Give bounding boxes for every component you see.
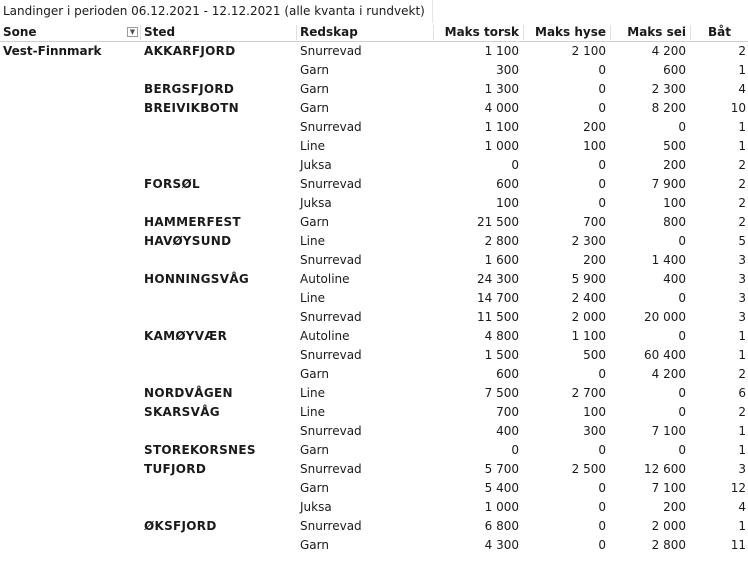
header-divider	[523, 25, 524, 40]
cell-maks-hyse: 0	[598, 82, 606, 96]
cell-maks-hyse: 0	[598, 177, 606, 191]
header-divider	[433, 25, 434, 40]
cell-maks-hyse: 0	[598, 538, 606, 552]
cell-maks-sei: 0	[678, 405, 686, 419]
cell-maks-hyse: 1 100	[571, 329, 606, 343]
cell-bat: 2	[738, 196, 746, 210]
cell-maks-hyse: 0	[598, 367, 606, 381]
cell-maks-torsk: 5 700	[484, 462, 519, 476]
cell-bat: 1	[738, 424, 746, 438]
cell-maks-sei: 2 300	[651, 82, 686, 96]
cell-bat: 2	[738, 405, 746, 419]
cell-sted: HAMMERFEST	[144, 215, 241, 229]
cell-maks-sei: 600	[663, 63, 686, 77]
cell-redskap: Juksa	[300, 158, 332, 172]
cell-redskap: Garn	[300, 443, 329, 457]
cell-bat: 1	[738, 519, 746, 533]
cell-maks-hyse: 0	[598, 63, 606, 77]
header-divider	[690, 25, 691, 40]
cell-maks-sei: 7 900	[651, 177, 686, 191]
header-bat[interactable]: Båt	[708, 25, 731, 39]
table-row	[0, 156, 748, 175]
cell-maks-torsk: 600	[496, 367, 519, 381]
header-maks-torsk[interactable]: Maks torsk	[444, 25, 519, 39]
cell-maks-hyse: 0	[598, 158, 606, 172]
cell-maks-hyse: 0	[598, 443, 606, 457]
cell-maks-torsk: 2 800	[484, 234, 519, 248]
title-divider	[432, 0, 433, 23]
table-row	[0, 365, 748, 384]
header-maks-sei[interactable]: Maks sei	[627, 25, 686, 39]
cell-maks-torsk: 4 000	[484, 101, 519, 115]
cell-maks-hyse: 0	[598, 519, 606, 533]
cell-bat: 1	[738, 120, 746, 134]
table-row	[0, 42, 748, 61]
cell-maks-sei: 1 400	[651, 253, 686, 267]
cell-maks-hyse: 700	[583, 215, 606, 229]
cell-maks-torsk: 1 100	[484, 44, 519, 58]
cell-maks-torsk: 7 500	[484, 386, 519, 400]
cell-bat: 1	[738, 348, 746, 362]
cell-redskap: Garn	[300, 367, 329, 381]
table-row	[0, 308, 748, 327]
cell-redskap: Garn	[300, 215, 329, 229]
cell-maks-sei: 200	[663, 500, 686, 514]
cell-bat: 2	[738, 177, 746, 191]
cell-maks-torsk: 21 500	[477, 215, 519, 229]
cell-redskap: Autoline	[300, 329, 350, 343]
cell-bat: 3	[738, 253, 746, 267]
cell-bat: 1	[738, 63, 746, 77]
cell-maks-sei: 4 200	[651, 44, 686, 58]
cell-maks-torsk: 100	[496, 196, 519, 210]
cell-maks-torsk: 1 300	[484, 82, 519, 96]
filter-icon[interactable]: ▼	[127, 27, 138, 37]
table-row	[0, 327, 748, 346]
cell-maks-hyse: 2 100	[571, 44, 606, 58]
cell-bat: 12	[730, 481, 746, 495]
cell-redskap: Garn	[300, 481, 329, 495]
cell-maks-sei: 2 000	[651, 519, 686, 533]
cell-maks-sei: 0	[678, 120, 686, 134]
cell-maks-hyse: 0	[598, 481, 606, 495]
table-row	[0, 289, 748, 308]
cell-sted: SKARSVÅG	[144, 405, 220, 419]
cell-redskap: Snurrevad	[300, 44, 362, 58]
cell-maks-hyse: 200	[583, 120, 606, 134]
cell-maks-torsk: 1 500	[484, 348, 519, 362]
cell-maks-hyse: 5 900	[571, 272, 606, 286]
cell-bat: 1	[738, 329, 746, 343]
table-row	[0, 99, 748, 118]
cell-bat: 1	[738, 139, 746, 153]
cell-maks-torsk: 5 400	[484, 481, 519, 495]
cell-maks-torsk: 600	[496, 177, 519, 191]
cell-redskap: Line	[300, 139, 326, 153]
cell-maks-sei: 0	[678, 329, 686, 343]
cell-maks-torsk: 1 600	[484, 253, 519, 267]
cell-maks-torsk: 300	[496, 63, 519, 77]
cell-maks-torsk: 1 000	[484, 500, 519, 514]
cell-redskap: Juksa	[300, 500, 332, 514]
cell-redskap: Snurrevad	[300, 462, 362, 476]
cell-sted: KAMØYVÆR	[144, 329, 228, 343]
cell-maks-sei: 500	[663, 139, 686, 153]
table-body	[0, 42, 748, 555]
cell-sted: BERGSFJORD	[144, 82, 235, 96]
report-title: Landinger i perioden 06.12.2021 - 12.12.2021 (alle kvanta i rundvekt)	[3, 4, 425, 18]
cell-redskap: Snurrevad	[300, 177, 362, 191]
cell-sted: FORSØL	[144, 177, 200, 191]
cell-bat: 4	[738, 82, 746, 96]
cell-maks-sei: 20 000	[644, 310, 686, 324]
header-sted[interactable]: Sted	[144, 25, 176, 39]
cell-maks-sei: 0	[678, 443, 686, 457]
cell-redskap: Garn	[300, 101, 329, 115]
header-divider	[140, 25, 141, 40]
cell-redskap: Line	[300, 405, 326, 419]
cell-maks-sei: 7 100	[651, 424, 686, 438]
cell-maks-torsk: 0	[511, 443, 519, 457]
cell-bat: 2	[738, 158, 746, 172]
cell-maks-torsk: 1 000	[484, 139, 519, 153]
table-row	[0, 213, 748, 232]
cell-bat: 2	[738, 367, 746, 381]
header-divider	[296, 25, 297, 40]
cell-maks-hyse: 2 700	[571, 386, 606, 400]
table-row	[0, 403, 748, 422]
cell-maks-sei: 0	[678, 234, 686, 248]
cell-maks-hyse: 500	[583, 348, 606, 362]
cell-maks-hyse: 0	[598, 196, 606, 210]
cell-bat: 3	[738, 462, 746, 476]
table-row	[0, 498, 748, 517]
cell-maks-sei: 800	[663, 215, 686, 229]
cell-redskap: Garn	[300, 63, 329, 77]
table-row	[0, 270, 748, 289]
cell-maks-sei: 12 600	[644, 462, 686, 476]
cell-bat: 2	[738, 215, 746, 229]
cell-maks-sei: 2 800	[651, 538, 686, 552]
cell-maks-sei: 400	[663, 272, 686, 286]
table-row	[0, 194, 748, 213]
cell-maks-hyse: 2 400	[571, 291, 606, 305]
cell-maks-torsk: 6 800	[484, 519, 519, 533]
cell-sone: Vest-Finnmark	[3, 44, 102, 58]
cell-redskap: Garn	[300, 82, 329, 96]
cell-bat: 2	[738, 44, 746, 58]
header-redskap[interactable]: Redskap	[300, 25, 358, 39]
cell-sted: STOREKORSNES	[144, 443, 256, 457]
cell-bat: 5	[738, 234, 746, 248]
cell-sted: BREIVIKBOTN	[144, 101, 239, 115]
cell-redskap: Garn	[300, 538, 329, 552]
header-maks-hyse[interactable]: Maks hyse	[535, 25, 606, 39]
cell-maks-torsk: 700	[496, 405, 519, 419]
cell-redskap: Line	[300, 234, 326, 248]
table-row	[0, 536, 748, 555]
cell-sted: HAVØYSUND	[144, 234, 232, 248]
cell-redskap: Juksa	[300, 196, 332, 210]
table-row	[0, 118, 748, 137]
cell-redskap: Snurrevad	[300, 348, 362, 362]
cell-maks-sei: 100	[663, 196, 686, 210]
table-row	[0, 517, 748, 536]
table-row	[0, 479, 748, 498]
cell-sted: NORDVÅGEN	[144, 386, 233, 400]
table-row	[0, 61, 748, 80]
cell-redskap: Snurrevad	[300, 424, 362, 438]
cell-maks-sei: 8 200	[651, 101, 686, 115]
cell-redskap: Snurrevad	[300, 310, 362, 324]
cell-maks-hyse: 200	[583, 253, 606, 267]
table-header	[0, 23, 748, 42]
cell-maks-hyse: 0	[598, 101, 606, 115]
cell-maks-hyse: 0	[598, 500, 606, 514]
table-row	[0, 422, 748, 441]
cell-maks-hyse: 2 000	[571, 310, 606, 324]
cell-maks-sei: 7 100	[651, 481, 686, 495]
cell-sted: ØKSFJORD	[144, 519, 217, 533]
cell-maks-hyse: 100	[583, 139, 606, 153]
cell-maks-hyse: 300	[583, 424, 606, 438]
cell-maks-torsk: 400	[496, 424, 519, 438]
table-row	[0, 175, 748, 194]
table-row	[0, 80, 748, 99]
table-row	[0, 232, 748, 251]
cell-bat: 11	[730, 538, 746, 552]
cell-maks-torsk: 14 700	[477, 291, 519, 305]
cell-bat: 3	[738, 272, 746, 286]
cell-bat: 6	[738, 386, 746, 400]
cell-redskap: Line	[300, 386, 326, 400]
cell-redskap: Snurrevad	[300, 253, 362, 267]
cell-bat: 10	[730, 101, 746, 115]
cell-maks-torsk: 1 100	[484, 120, 519, 134]
table-row	[0, 441, 748, 460]
cell-maks-sei: 0	[678, 386, 686, 400]
cell-sted: TUFJORD	[144, 462, 207, 476]
cell-maks-sei: 4 200	[651, 367, 686, 381]
cell-maks-hyse: 100	[583, 405, 606, 419]
cell-sted: HONNINGSVÅG	[144, 272, 250, 286]
cell-maks-sei: 0	[678, 291, 686, 305]
cell-bat: 1	[738, 443, 746, 457]
table-row	[0, 346, 748, 365]
cell-maks-hyse: 2 500	[571, 462, 606, 476]
cell-maks-sei: 200	[663, 158, 686, 172]
cell-maks-hyse: 2 300	[571, 234, 606, 248]
cell-maks-torsk: 0	[511, 158, 519, 172]
header-sone[interactable]: Sone	[3, 25, 37, 39]
cell-redskap: Snurrevad	[300, 120, 362, 134]
cell-bat: 3	[738, 310, 746, 324]
cell-sted: AKKARFJORD	[144, 44, 236, 58]
header-divider	[610, 25, 611, 40]
cell-bat: 4	[738, 500, 746, 514]
table-row	[0, 137, 748, 156]
cell-maks-torsk: 4 800	[484, 329, 519, 343]
cell-redskap: Line	[300, 291, 326, 305]
table-row	[0, 384, 748, 403]
cell-maks-sei: 60 400	[644, 348, 686, 362]
cell-redskap: Snurrevad	[300, 519, 362, 533]
cell-redskap: Autoline	[300, 272, 350, 286]
table-row	[0, 460, 748, 479]
cell-maks-torsk: 4 300	[484, 538, 519, 552]
cell-bat: 3	[738, 291, 746, 305]
cell-maks-torsk: 11 500	[477, 310, 519, 324]
table-row	[0, 251, 748, 270]
cell-maks-torsk: 24 300	[477, 272, 519, 286]
